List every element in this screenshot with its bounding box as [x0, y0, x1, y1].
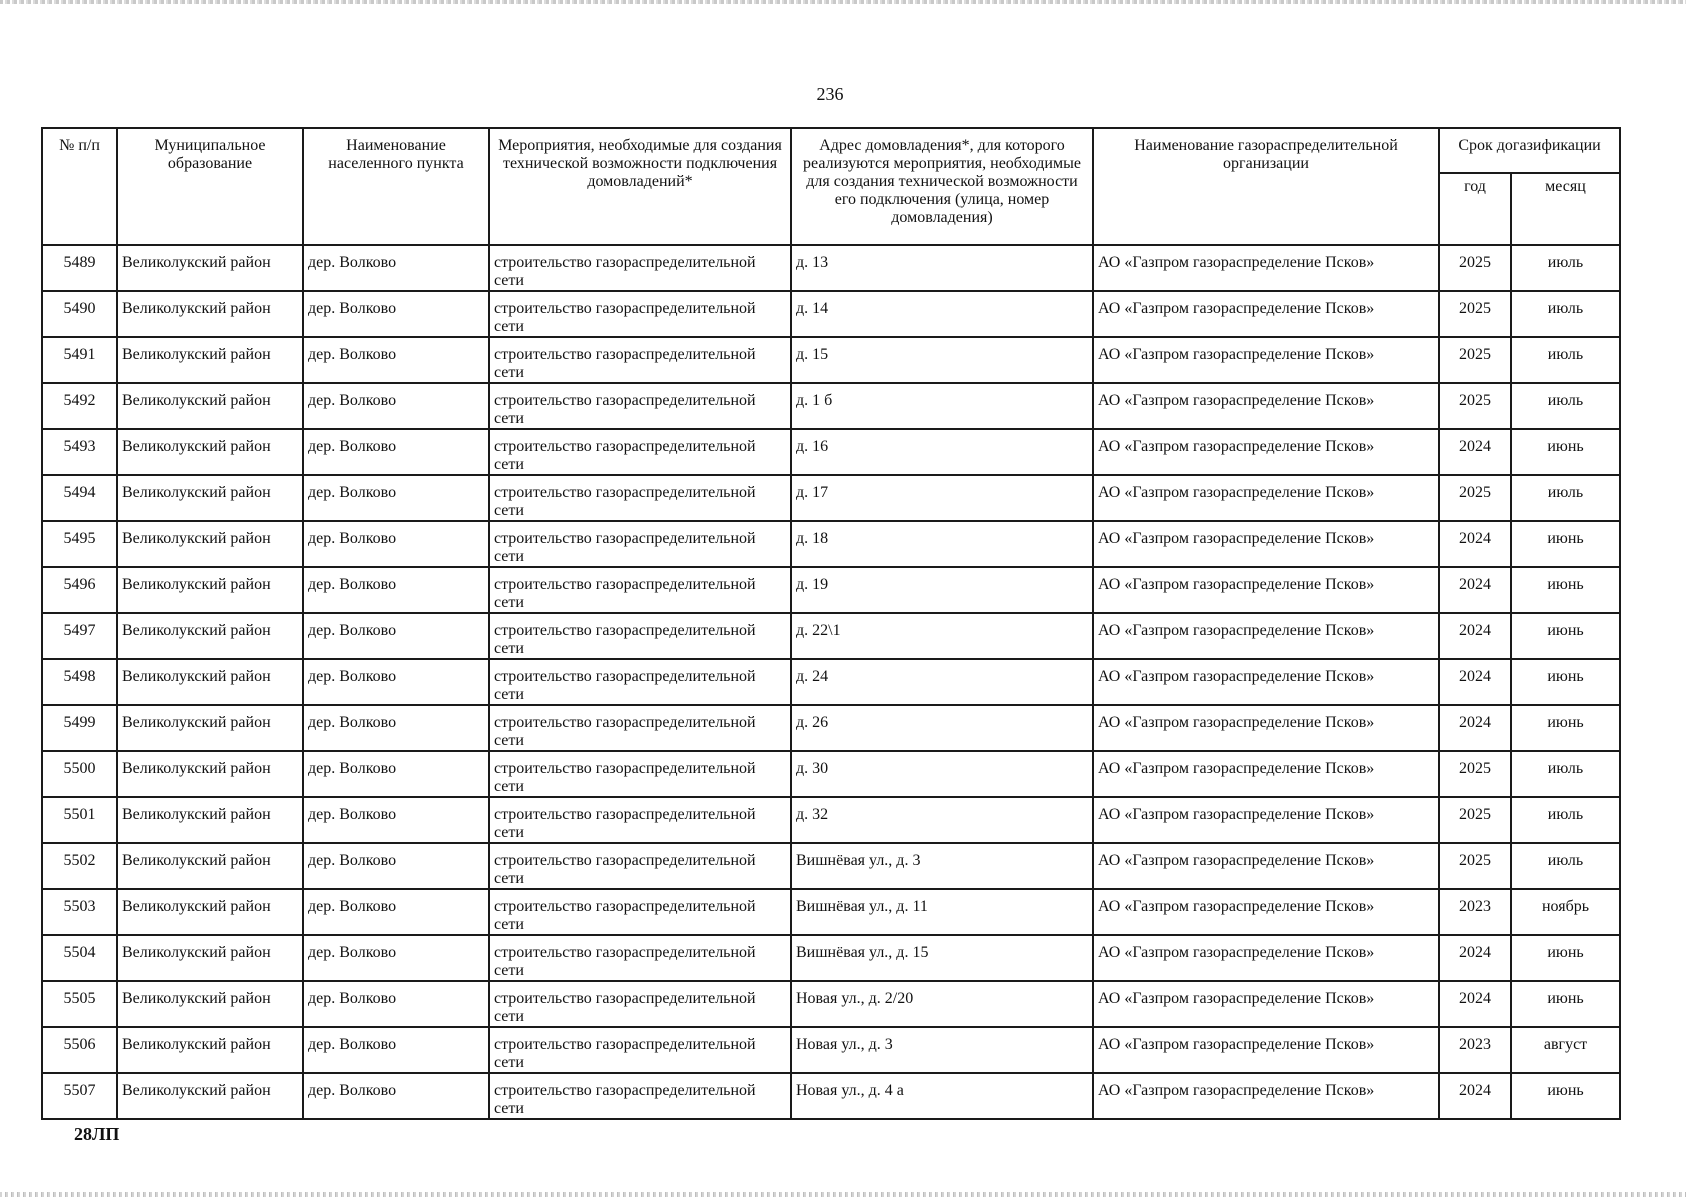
- row-settlement: дер. Волково: [303, 383, 489, 429]
- row-measures: строительство газораспределительной сети: [489, 981, 791, 1027]
- row-num: 5492: [42, 383, 117, 429]
- row-organization: АО «Газпром газораспределение Псков»: [1093, 383, 1439, 429]
- row-num: 5495: [42, 521, 117, 567]
- row-num: 5507: [42, 1073, 117, 1119]
- row-municipality: Великолукский район: [117, 935, 303, 981]
- row-measures: строительство газораспределительной сети: [489, 521, 791, 567]
- row-measures: строительство газораспределительной сети: [489, 429, 791, 475]
- header-month: месяц: [1511, 173, 1620, 245]
- row-organization: АО «Газпром газораспределение Псков»: [1093, 981, 1439, 1027]
- table-row: [42, 613, 1620, 659]
- row-month: июнь: [1511, 659, 1620, 705]
- header-organization: Наименование газораспределительной организации: [1093, 128, 1439, 245]
- row-address: д. 24: [791, 659, 1093, 705]
- row-month: июнь: [1511, 521, 1620, 567]
- row-municipality: Великолукский район: [117, 705, 303, 751]
- table-row: [42, 1073, 1620, 1119]
- row-num: 5505: [42, 981, 117, 1027]
- row-year: 2024: [1439, 429, 1511, 475]
- row-num: 5493: [42, 429, 117, 475]
- row-month: июнь: [1511, 981, 1620, 1027]
- table-row: [42, 935, 1620, 981]
- row-organization: АО «Газпром газораспределение Псков»: [1093, 1073, 1439, 1119]
- row-address: д. 18: [791, 521, 1093, 567]
- row-address: Вишнёвая ул., д. 11: [791, 889, 1093, 935]
- row-year: 2025: [1439, 843, 1511, 889]
- row-organization: АО «Газпром газораспределение Псков»: [1093, 1027, 1439, 1073]
- row-municipality: Великолукский район: [117, 245, 303, 291]
- row-address: д. 15: [791, 337, 1093, 383]
- row-settlement: дер. Волково: [303, 429, 489, 475]
- row-num: 5496: [42, 567, 117, 613]
- row-measures: строительство газораспределительной сети: [489, 567, 791, 613]
- row-address: д. 16: [791, 429, 1093, 475]
- row-measures: строительство газораспределительной сети: [489, 935, 791, 981]
- header-num: № п/п: [42, 128, 117, 245]
- row-address: д. 22\1: [791, 613, 1093, 659]
- row-organization: АО «Газпром газораспределение Псков»: [1093, 797, 1439, 843]
- header-municipality: Муниципальное образование: [117, 128, 303, 245]
- row-measures: строительство газораспределительной сети: [489, 797, 791, 843]
- row-measures: строительство газораспределительной сети: [489, 337, 791, 383]
- row-num: 5494: [42, 475, 117, 521]
- row-settlement: дер. Волково: [303, 889, 489, 935]
- row-organization: АО «Газпром газораспределение Псков»: [1093, 475, 1439, 521]
- row-month: август: [1511, 1027, 1620, 1073]
- row-municipality: Великолукский район: [117, 797, 303, 843]
- row-municipality: Великолукский район: [117, 521, 303, 567]
- row-address: д. 14: [791, 291, 1093, 337]
- row-measures: строительство газораспределительной сети: [489, 889, 791, 935]
- row-month: июль: [1511, 291, 1620, 337]
- row-num: 5491: [42, 337, 117, 383]
- row-num: 5498: [42, 659, 117, 705]
- row-organization: АО «Газпром газораспределение Псков»: [1093, 843, 1439, 889]
- row-measures: строительство газораспределительной сети: [489, 751, 791, 797]
- row-settlement: дер. Волково: [303, 337, 489, 383]
- row-municipality: Великолукский район: [117, 613, 303, 659]
- row-address: Новая ул., д. 4 а: [791, 1073, 1093, 1119]
- row-organization: АО «Газпром газораспределение Псков»: [1093, 245, 1439, 291]
- row-address: Вишнёвая ул., д. 15: [791, 935, 1093, 981]
- page-number: 236: [816, 84, 844, 104]
- row-settlement: дер. Волково: [303, 705, 489, 751]
- row-address: Вишнёвая ул., д. 3: [791, 843, 1093, 889]
- table-row: [42, 429, 1620, 475]
- row-month: июнь: [1511, 1073, 1620, 1119]
- table-body: [42, 245, 1620, 1119]
- row-municipality: Великолукский район: [117, 383, 303, 429]
- table-row: [42, 889, 1620, 935]
- row-month: июль: [1511, 337, 1620, 383]
- header-measures: Мероприятия, необходимые для создания технической возможности подключения домовладений*: [489, 128, 791, 245]
- table-row: [42, 475, 1620, 521]
- row-organization: АО «Газпром газораспределение Псков»: [1093, 567, 1439, 613]
- row-month: июль: [1511, 383, 1620, 429]
- row-organization: АО «Газпром газораспределение Псков»: [1093, 613, 1439, 659]
- row-municipality: Великолукский район: [117, 567, 303, 613]
- footer-code: 28ЛП: [74, 1124, 120, 1144]
- row-year: 2024: [1439, 1073, 1511, 1119]
- row-measures: строительство газораспределительной сети: [489, 1073, 791, 1119]
- row-settlement: дер. Волково: [303, 613, 489, 659]
- row-measures: строительство газораспределительной сети: [489, 1027, 791, 1073]
- table-row: [42, 1027, 1620, 1073]
- row-address: д. 30: [791, 751, 1093, 797]
- row-settlement: дер. Волково: [303, 521, 489, 567]
- row-address: д. 17: [791, 475, 1093, 521]
- row-settlement: дер. Волково: [303, 1027, 489, 1073]
- row-measures: строительство газораспределительной сети: [489, 383, 791, 429]
- row-month: июль: [1511, 843, 1620, 889]
- header-settlement: Наименование населенного пункта: [303, 128, 489, 245]
- row-organization: АО «Газпром газораспределение Псков»: [1093, 429, 1439, 475]
- row-year: 2023: [1439, 1027, 1511, 1073]
- row-settlement: дер. Волково: [303, 981, 489, 1027]
- table-row: [42, 245, 1620, 291]
- row-month: июль: [1511, 245, 1620, 291]
- row-measures: строительство газораспределительной сети: [489, 613, 791, 659]
- row-municipality: Великолукский район: [117, 429, 303, 475]
- row-municipality: Великолукский район: [117, 981, 303, 1027]
- row-month: июнь: [1511, 567, 1620, 613]
- table-row: [42, 981, 1620, 1027]
- table-row: [42, 659, 1620, 705]
- row-address: д. 32: [791, 797, 1093, 843]
- table-row: [42, 291, 1620, 337]
- row-address: Новая ул., д. 2/20: [791, 981, 1093, 1027]
- row-month: июнь: [1511, 705, 1620, 751]
- row-year: 2024: [1439, 521, 1511, 567]
- row-organization: АО «Газпром газораспределение Псков»: [1093, 659, 1439, 705]
- row-num: 5503: [42, 889, 117, 935]
- row-organization: АО «Газпром газораспределение Псков»: [1093, 751, 1439, 797]
- row-municipality: Великолукский район: [117, 751, 303, 797]
- scan-edge-top: [0, 0, 1686, 4]
- row-organization: АО «Газпром газораспределение Псков»: [1093, 521, 1439, 567]
- row-municipality: Великолукский район: [117, 291, 303, 337]
- table-row: [42, 383, 1620, 429]
- row-num: 5506: [42, 1027, 117, 1073]
- row-month: июль: [1511, 751, 1620, 797]
- row-settlement: дер. Волково: [303, 751, 489, 797]
- row-month: ноябрь: [1511, 889, 1620, 935]
- row-municipality: Великолукский район: [117, 659, 303, 705]
- row-settlement: дер. Волково: [303, 797, 489, 843]
- row-num: 5504: [42, 935, 117, 981]
- table-row: [42, 797, 1620, 843]
- row-municipality: Великолукский район: [117, 1027, 303, 1073]
- row-year: 2025: [1439, 383, 1511, 429]
- row-municipality: Великолукский район: [117, 843, 303, 889]
- row-year: 2024: [1439, 613, 1511, 659]
- row-measures: строительство газораспределительной сети: [489, 245, 791, 291]
- row-address: д. 1 б: [791, 383, 1093, 429]
- row-measures: строительство газораспределительной сети: [489, 843, 791, 889]
- row-municipality: Великолукский район: [117, 889, 303, 935]
- table-row: [42, 337, 1620, 383]
- row-organization: АО «Газпром газораспределение Псков»: [1093, 705, 1439, 751]
- row-year: 2025: [1439, 337, 1511, 383]
- row-year: 2025: [1439, 797, 1511, 843]
- row-month: июнь: [1511, 613, 1620, 659]
- row-year: 2024: [1439, 705, 1511, 751]
- row-settlement: дер. Волково: [303, 291, 489, 337]
- row-settlement: дер. Волково: [303, 567, 489, 613]
- row-measures: строительство газораспределительной сети: [489, 291, 791, 337]
- row-settlement: дер. Волково: [303, 843, 489, 889]
- header-deadline: Срок догазификации: [1439, 128, 1620, 173]
- header-year: год: [1439, 173, 1511, 245]
- row-settlement: дер. Волково: [303, 935, 489, 981]
- row-municipality: Великолукский район: [117, 1073, 303, 1119]
- row-settlement: дер. Волково: [303, 245, 489, 291]
- row-measures: строительство газораспределительной сети: [489, 705, 791, 751]
- table-row: [42, 751, 1620, 797]
- table-row: [42, 705, 1620, 751]
- row-address: д. 13: [791, 245, 1093, 291]
- row-organization: АО «Газпром газораспределение Псков»: [1093, 291, 1439, 337]
- row-year: 2024: [1439, 935, 1511, 981]
- row-organization: АО «Газпром газораспределение Псков»: [1093, 889, 1439, 935]
- row-year: 2025: [1439, 245, 1511, 291]
- row-year: 2025: [1439, 751, 1511, 797]
- row-year: 2024: [1439, 659, 1511, 705]
- row-num: 5499: [42, 705, 117, 751]
- table-row: [42, 843, 1620, 889]
- row-num: 5489: [42, 245, 117, 291]
- row-num: 5497: [42, 613, 117, 659]
- row-num: 5490: [42, 291, 117, 337]
- table-header: [42, 128, 1620, 245]
- row-num: 5502: [42, 843, 117, 889]
- row-year: 2025: [1439, 475, 1511, 521]
- row-year: 2024: [1439, 981, 1511, 1027]
- row-municipality: Великолукский район: [117, 475, 303, 521]
- row-settlement: дер. Волково: [303, 1073, 489, 1119]
- row-year: 2024: [1439, 567, 1511, 613]
- row-month: июль: [1511, 797, 1620, 843]
- row-address: д. 19: [791, 567, 1093, 613]
- row-month: июнь: [1511, 429, 1620, 475]
- header-address: Адрес домовладения*, для которого реализуются мероприятия, необходимые для создания технической возможности его подключения (улица, номер домовладения): [791, 128, 1093, 245]
- row-num: 5500: [42, 751, 117, 797]
- row-settlement: дер. Волково: [303, 659, 489, 705]
- scan-edge-bottom: [0, 1192, 1686, 1197]
- row-address: д. 26: [791, 705, 1093, 751]
- row-organization: АО «Газпром газораспределение Псков»: [1093, 935, 1439, 981]
- row-measures: строительство газораспределительной сети: [489, 475, 791, 521]
- row-settlement: дер. Волково: [303, 475, 489, 521]
- row-measures: строительство газораспределительной сети: [489, 659, 791, 705]
- table-row: [42, 567, 1620, 613]
- row-municipality: Великолукский район: [117, 337, 303, 383]
- table-row: [42, 521, 1620, 567]
- row-year: 2025: [1439, 291, 1511, 337]
- row-address: Новая ул., д. 3: [791, 1027, 1093, 1073]
- row-num: 5501: [42, 797, 117, 843]
- row-organization: АО «Газпром газораспределение Псков»: [1093, 337, 1439, 383]
- row-month: июль: [1511, 475, 1620, 521]
- row-year: 2023: [1439, 889, 1511, 935]
- gasification-table: [41, 127, 1621, 1120]
- row-month: июнь: [1511, 935, 1620, 981]
